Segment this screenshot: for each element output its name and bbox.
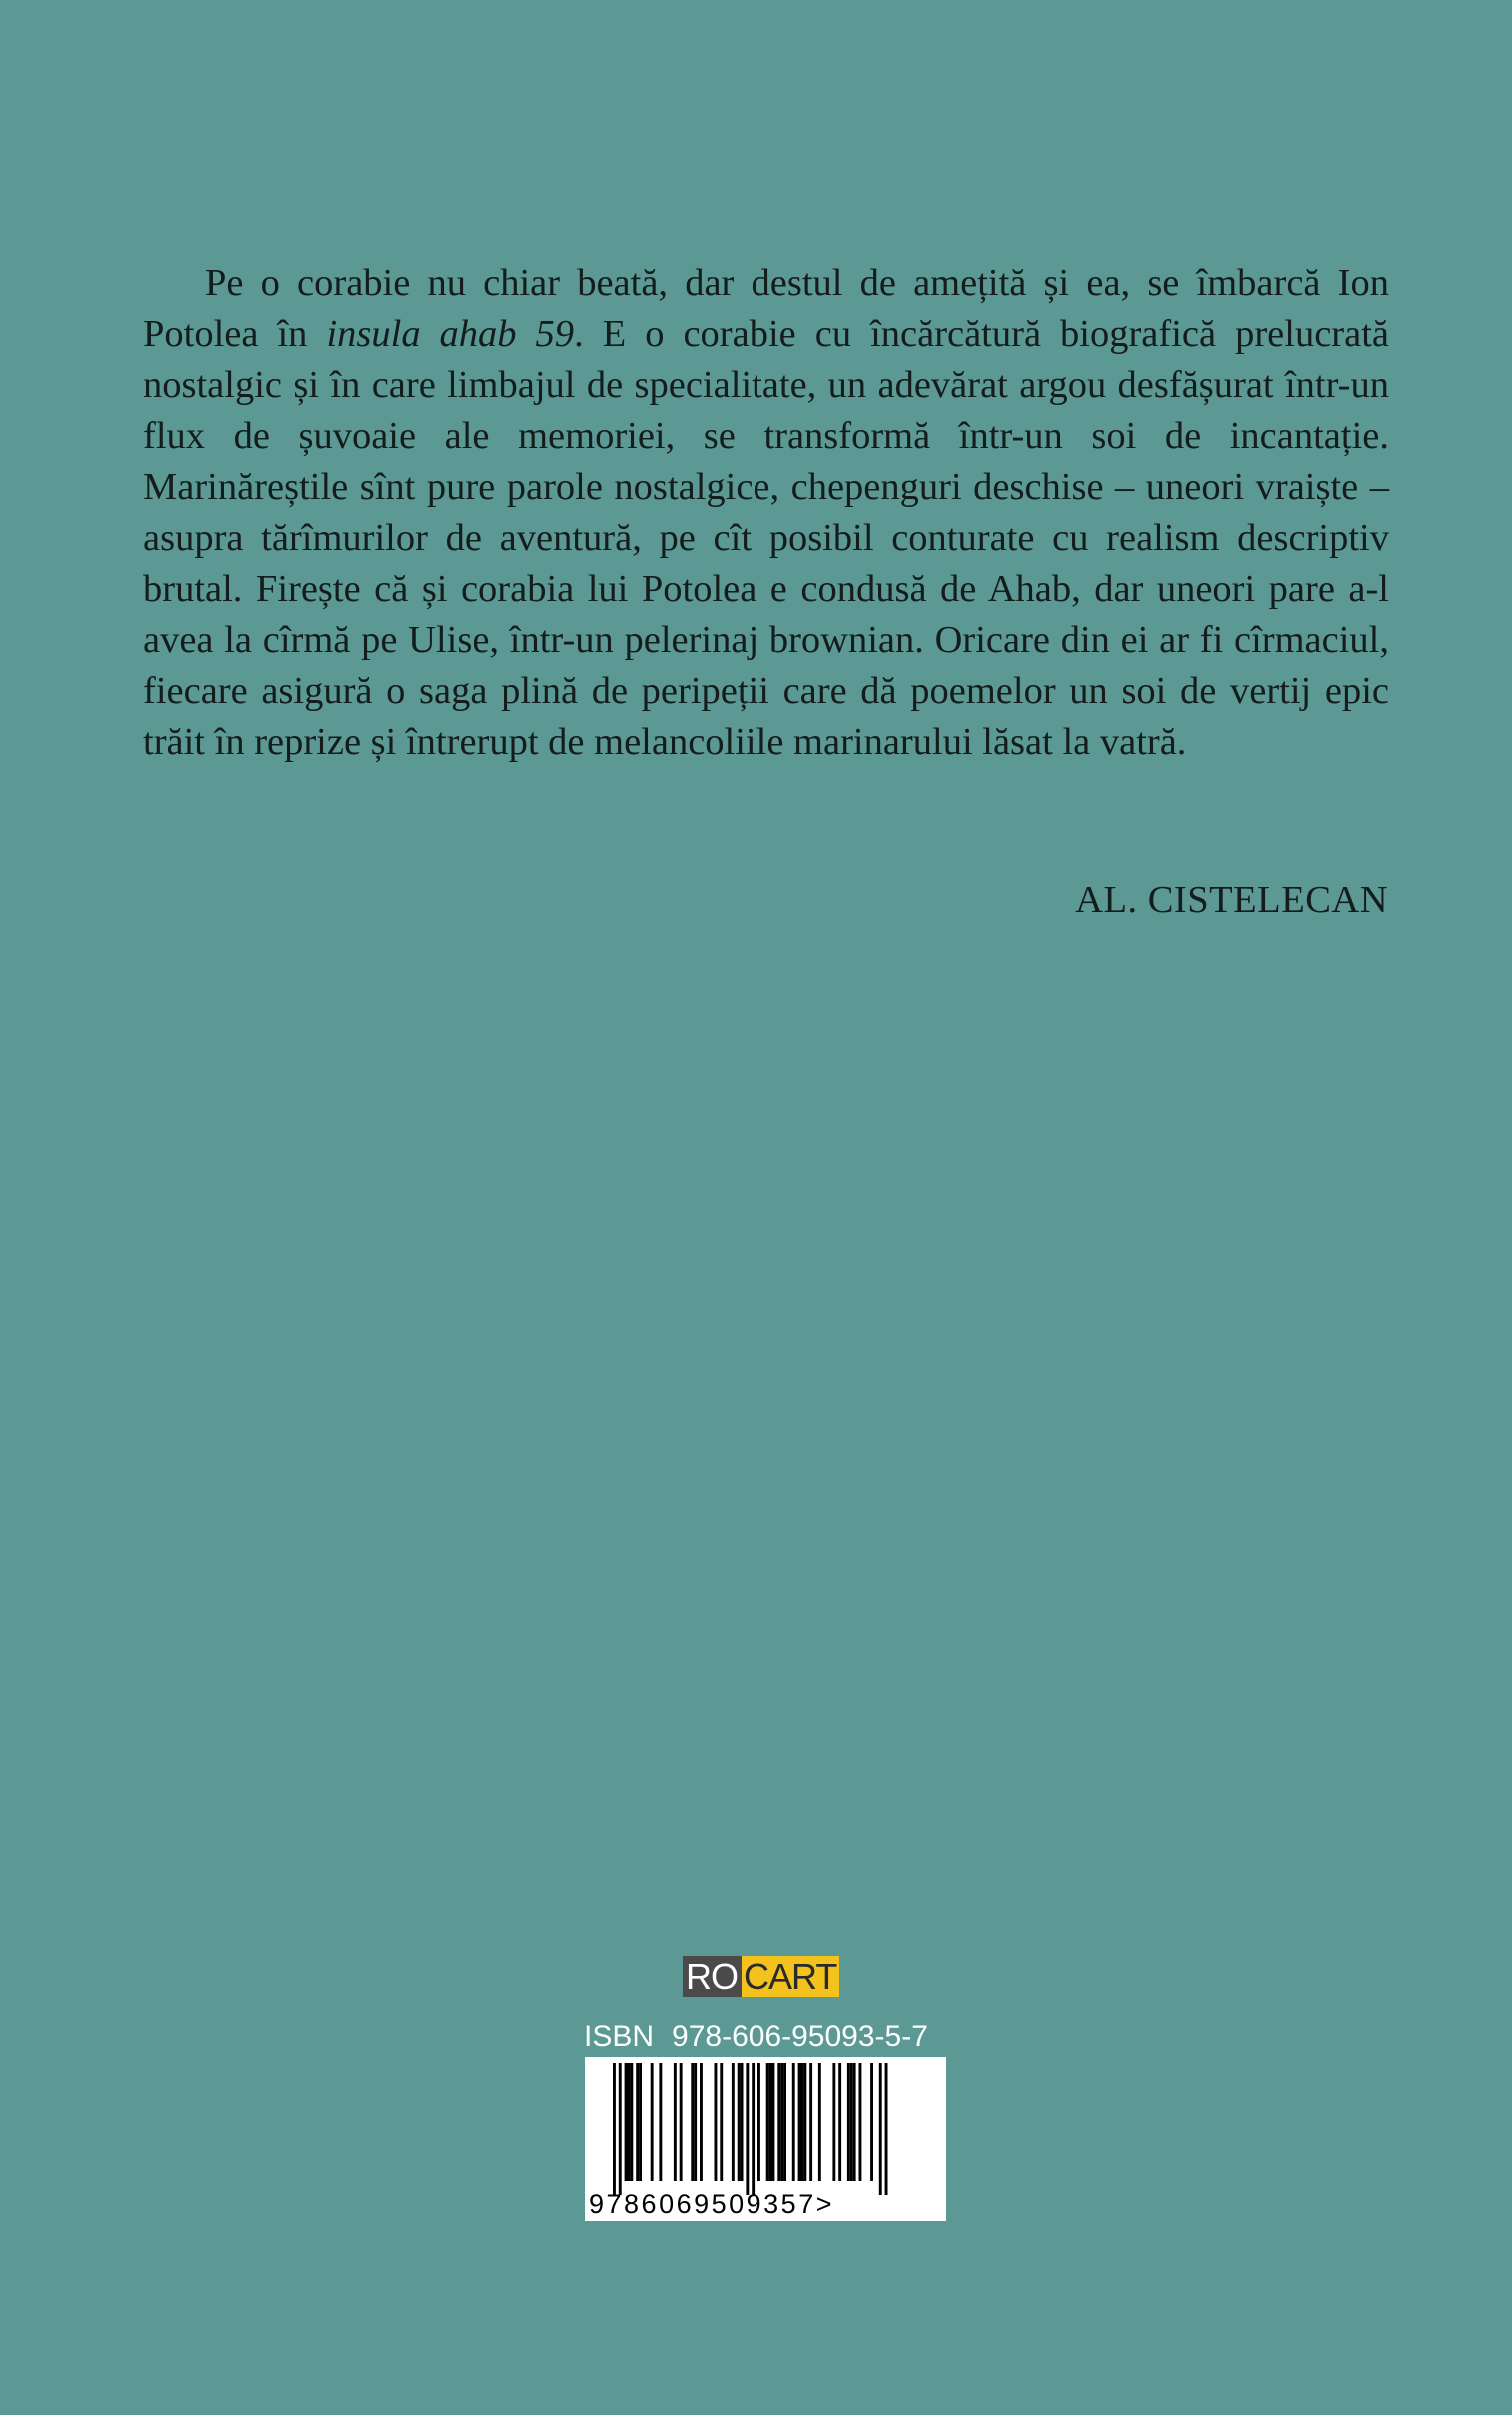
blurb-text-start: Pe o corabie nu chiar beată, dar destul de amețită și ea, se îmbarcă Ion Potolea în [143,262,1389,355]
barcode-bar [879,2063,882,2195]
barcode-bar [818,2063,821,2181]
barcode-bar [628,2063,631,2181]
barcode-digits: 9786069509357> [589,2189,834,2219]
barcode-bar [715,2063,718,2181]
barcode-bar [732,2063,735,2181]
barcode-bar [694,2063,697,2181]
isbn-label: ISBN [584,2020,655,2053]
barcode-bar [850,2063,853,2181]
barcode-bar [859,2063,862,2181]
publisher-logo [683,1956,839,1997]
barcode-bar [691,2063,694,2181]
barcode-bar [680,2063,683,2181]
barcode-bar [651,2063,654,2181]
barcode-bar [801,2063,804,2181]
barcode-bar [780,2063,783,2181]
blurb-author-signature: AL. CISTELECAN [1075,879,1388,921]
logo-part-cart: CART [742,1956,839,1997]
barcode-bar [619,2063,622,2195]
barcode-bar [792,2063,795,2181]
barcode-bar [798,2063,801,2181]
barcode-bar [639,2063,642,2181]
barcode-bar [674,2063,677,2181]
blurb-text-rest: . E o corabie cu încărcătură biografică prelucrată nostalgic și în care limbajul de specialitate, un adevărat argou desfășurat într-un flux de șuvoaie ale memoriei, se transformă într-un soi de incantație. Marinăreștile sînt pure parole nostalgice, chepenguri deschise – uneori vraiște – asupra tărîmurilor de aventură, pe cît posibil conturate cu realism descriptiv brutal. Firește că și corabia lui Potolea e condusă de Ahab, dar uneori pare a-l avea la cîrmă pe Ulise, într-un pelerinaj brownian. Oricare din ei ar fi cîrmaciul, fiecare asigură o saga plină de peripeții care dă poemelor un soi de vertij epic trăit în reprize și întrerupt de melancoliile marinarului lăsat la vatră. [143,313,1389,763]
barcode-bar [853,2063,856,2181]
barcode-bar [870,2063,873,2181]
barcode-bar [847,2063,850,2181]
back-cover-blurb [143,258,1389,768]
barcode-bar [720,2063,723,2181]
barcode-bar [769,2063,772,2181]
barcode-bar [636,2063,639,2181]
book-title: insula ahab 59 [326,313,575,355]
barcode-bar [772,2063,775,2181]
barcode-bar [752,2063,755,2195]
barcode [585,2057,946,2221]
barcode-bar [757,2063,760,2181]
barcode-bar [700,2063,703,2181]
barcode-bar [625,2063,628,2181]
barcode-bar [777,2063,780,2181]
barcode-bar [832,2063,835,2181]
barcode-bar [630,2063,633,2181]
barcode-bar [803,2063,806,2181]
barcode-bar [738,2063,741,2181]
isbn-number: 978-606-95093-5-7 [672,2020,928,2053]
barcode-bar [659,2063,662,2181]
barcode-bar [838,2063,841,2181]
barcode-bar [746,2063,749,2195]
logo-part-ro: RO [683,1956,742,1997]
barcode-bar [613,2063,616,2195]
barcode-bar [783,2063,786,2181]
barcode-bar [766,2063,769,2181]
barcode-bar [809,2063,812,2181]
barcode-bar [741,2063,744,2181]
isbn-line [584,2019,928,2055]
barcode-bar [885,2063,888,2195]
